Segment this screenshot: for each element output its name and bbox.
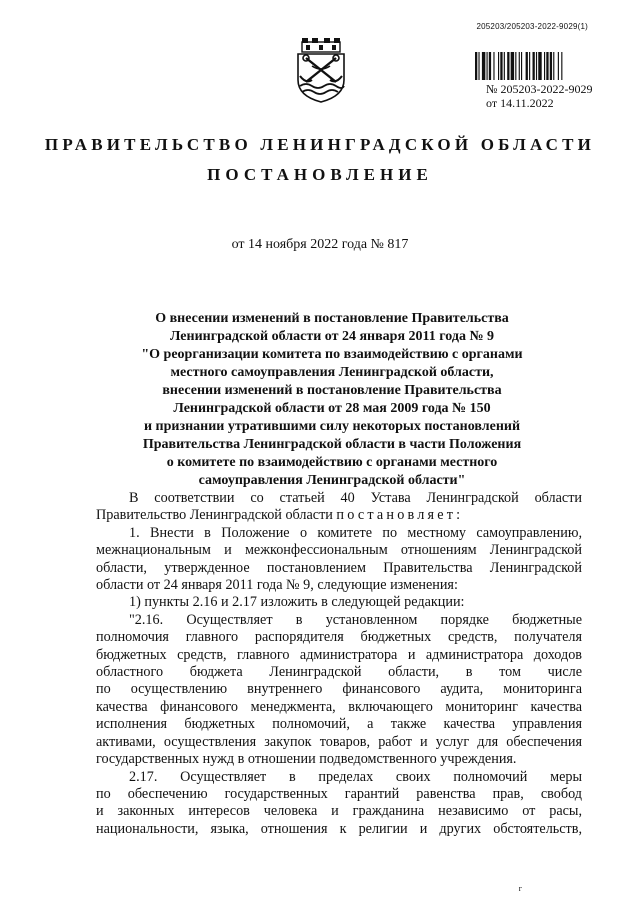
body-line: качества финансового менеджмента, включающего мониторинг качества [96,698,582,715]
subject-line: самоуправления Ленинградской области" [198,473,466,488]
body-line [96,507,582,524]
body-line: и законных интересов человека и гражданина независимо от расы, [96,803,582,820]
document-type: ПОСТАНОВЛЕНИЕ [207,165,433,184]
decree-body [96,490,582,838]
registration-number: № 205203-2022-9029 [486,82,593,96]
registration-date: от 14.11.2022 [486,96,554,110]
body-line: исполнения бюджетных полномочий, а также качества управления [96,716,582,733]
body-line: полномочия главного распорядителя бюджетных средств, получателя [96,629,582,646]
body-text-fragment: Правительство Ленинградской области [96,507,333,524]
body-line: области, утвержденное постановлением Правительства Ленинградской [96,559,582,576]
body-line: "2.16. Осуществляет в установленном порядке бюджетные [129,611,582,628]
subject-line: Ленинградской области от 28 мая 2009 года № 150 [173,401,491,416]
subject-line: и признании утратившими силу некоторых постановлений [143,419,521,434]
body-line: по осуществлению внутреннего финансового аудита, мониторинга [96,681,582,698]
body-line: 2.17. Осуществляет в пределах своих полномочий меры [129,768,582,785]
subject-line: местного самоуправления Ленинградской области, [170,365,494,380]
subject-line: Ленинградской области от 24 января 2011 года № 9 [169,329,495,344]
body-line: области от 24 января 2011 года № 9, следующие изменения: [96,577,458,594]
body-line: по обеспечению государственных гарантий равенства прав, свобод [96,785,582,802]
body-line: бюджетных средств, главного администратора и администратора доходов [96,646,582,663]
subject-line: внесении изменений в постановление Правительства [162,383,502,398]
body-line: государственных нужд в отношении подведомственного учреждения. [96,751,517,768]
subject-line: о комитете по взаимодействию с органами местного [166,455,498,470]
body-line: областного бюджета Ленинградской области, в том числе [96,664,582,681]
resolution-word: постановляет: [336,507,464,524]
government-title: ПРАВИТЕЛЬСТВО ЛЕНИНГРАДСКОЙ ОБЛАСТИ [44,135,596,154]
barcode-icon [475,52,599,80]
document-code: 205203/205203-2022-9029(1) [476,22,588,31]
body-line: В соответствии со статьей 40 Устава Ленинградской области [129,490,582,506]
body-line: 1. Внести в Положение о комитете по местному самоуправлению, [129,524,582,541]
decree-subject [112,310,552,490]
body-line: национальности, языка, отношения к религии и других обстоятельств, [96,820,582,837]
body-line: 1) пункты 2.16 и 2.17 изложить в следующей редакции: [129,594,465,611]
subject-line: Правительства Ленинградской области в части Положения [142,437,522,452]
subject-line: О внесении изменений в постановление Правительства [155,311,509,326]
body-line: межнациональным и межконфессиональным отношениям Ленинградской [96,542,582,559]
coat-of-arms-icon [292,36,350,104]
body-line: активами, осуществления закупок товаров, работ и услуг для обеспечения [96,733,582,750]
page-mark: г [518,884,522,893]
decree-date-line: от 14 ноября 2022 года № 817 [231,237,409,252]
subject-line: "О реорганизации комитета по взаимодействию с органами [141,347,523,362]
